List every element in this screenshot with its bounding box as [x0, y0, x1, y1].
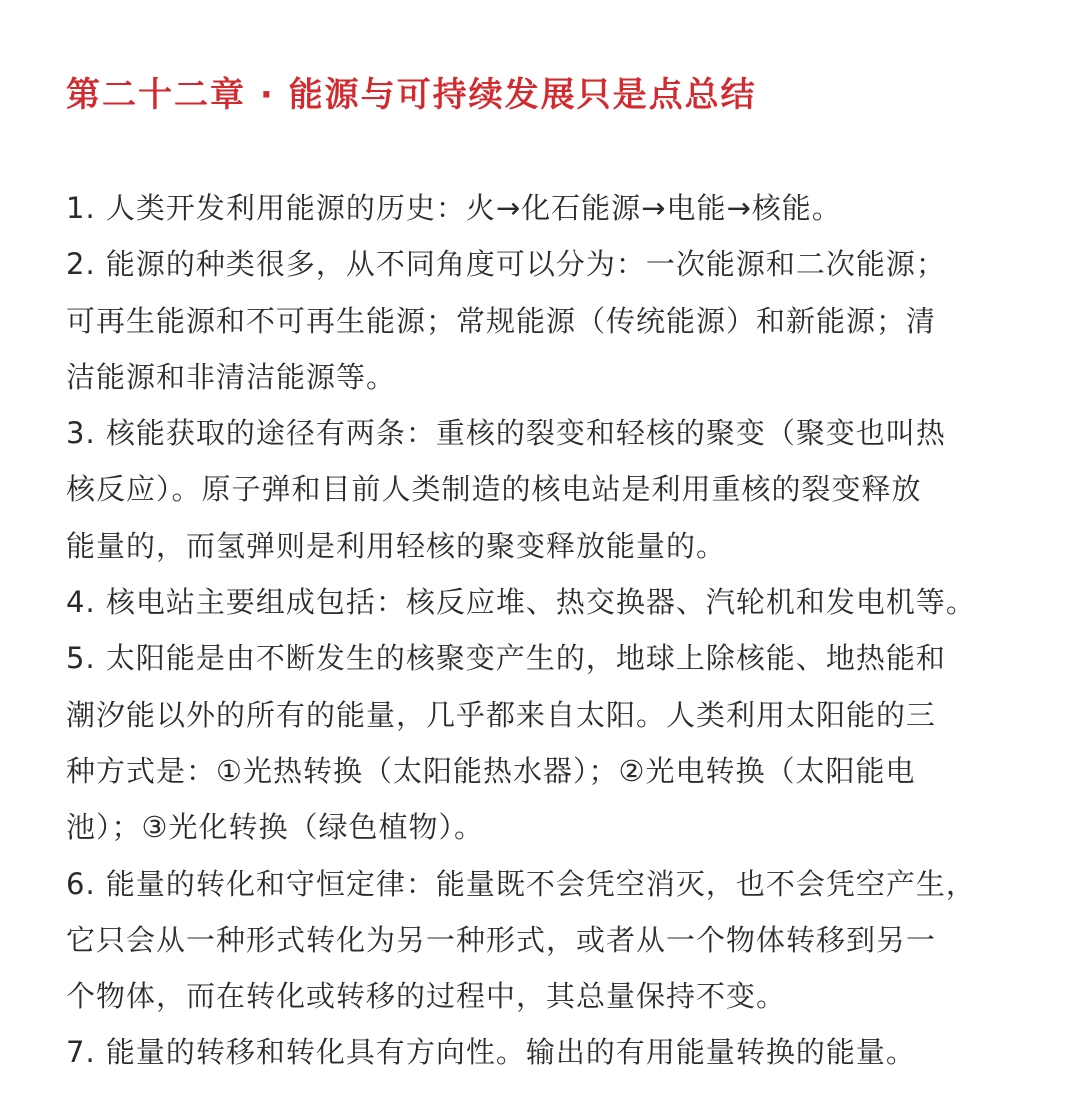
text-line: 洁能源和非清洁能源等。 [66, 359, 397, 394]
page-title: 第二十二章 · 能源与可持续发展只是点总结 [66, 75, 757, 115]
text-line: 池）；③光化转换（绿色植物）。 [66, 810, 484, 845]
text-line: 4. 核电站主要组成包括：核反应堆、热交换器、汽轮机和发电机等。 [66, 585, 976, 620]
text-line: 潮汐能以外的所有的能量，几乎都来自太阳。人类利用太阳能的三 [66, 697, 937, 732]
text-line: 3. 核能获取的途径有两条：重核的裂变和轻核的聚变（聚变也叫热 [66, 416, 946, 451]
text-line: 6. 能量的转化和守恒定律：能量既不会凭空消灭，也不会凭空产生， [66, 866, 976, 901]
text-line: 2. 能源的种类很多，从不同角度可以分为：一次能源和二次能源； [66, 247, 946, 282]
text-line: 可再生能源和不可再生能源；常规能源（传统能源）和新能源；清 [66, 303, 937, 338]
text-line: 它只会从一种形式转化为另一种形式，或者从一个物体转移到另一 [66, 922, 937, 957]
text-line: 1. 人类开发利用能源的历史：火→化石能源→电能→核能。 [66, 191, 842, 225]
text-line: 个物体，而在转化或转移的过程中，其总量保持不变。 [66, 979, 787, 1014]
text-line: 7. 能量的转移和转化具有方向性。输出的有用能量转换的能量。 [66, 1035, 916, 1070]
text-line: 核反应）。原子弹和目前人类制造的核电站是利用重核的裂变释放 [66, 472, 922, 507]
text-line: 5. 太阳能是由不断发生的核聚变产生的，地球上除核能、地热能和 [66, 641, 946, 676]
text-line: 种方式是：①光热转换（太阳能热水器）；②光电转换（太阳能电 [66, 753, 916, 788]
text-line: 能量的，而氢弹则是利用轻核的聚变释放能量的。 [66, 528, 727, 563]
summary-list [66, 180, 1026, 1081]
